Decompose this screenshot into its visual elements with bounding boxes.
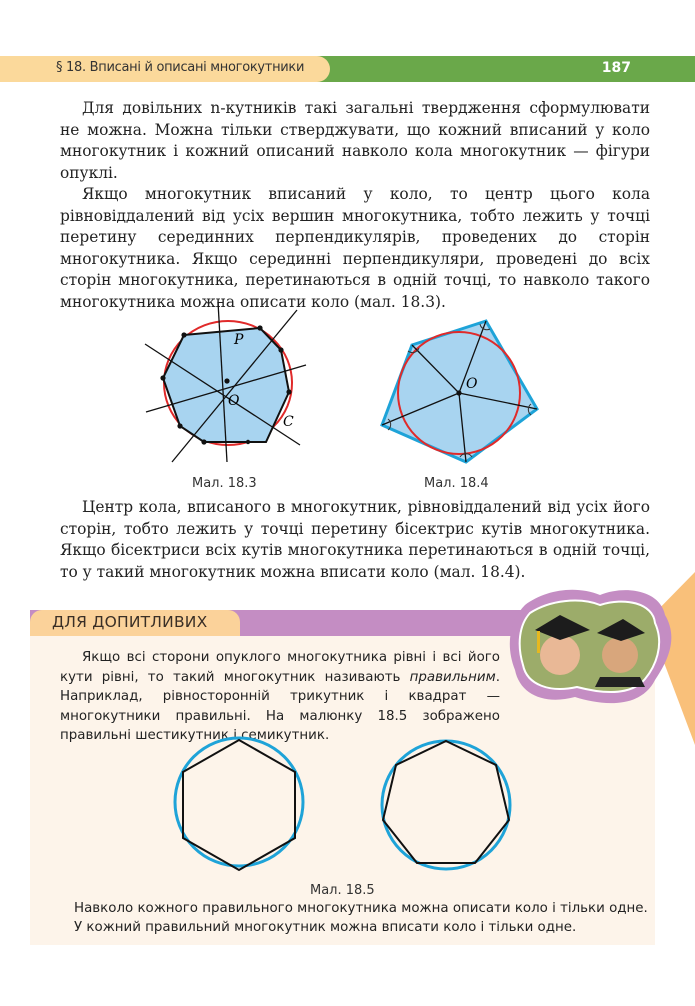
svg-text:O: O — [466, 376, 478, 392]
section-title: § 18. Вписані й описані многокутники — [56, 60, 305, 75]
svg-text:P: P — [234, 332, 244, 348]
conclusion-line-1: Навколо кожного правильного многокутника можна описати коло і тільки одне. — [74, 901, 648, 916]
body-text-bottom — [60, 497, 650, 583]
figure-18-3-inscribed-polygon — [140, 300, 320, 470]
caption-fig-18-5: Мал. 18.5 — [310, 883, 375, 898]
regular-heptagon — [382, 741, 510, 869]
curious-box-title: ДЛЯ ДОПИТЛИВИХ — [52, 613, 208, 631]
regular-hexagon — [175, 738, 303, 870]
paragraph-3: Центр кола, вписаного в многокутник, рівновіддалений від усіх його сторін, тобто лежить у точці перетину бісектрис кутів многокутника. Якщо бісектриси всіх кутів многокутника перетинаються в одній точці, то у такий многокутник можна вписати коло (мал. 18.4). — [60, 498, 650, 581]
paragraph-2: Якщо многокутник вписаний у коло, то центр цього кола рівновіддалений від усіх вершин многокутника, тобто лежить у точці перетину серединних перпендикулярів, проведених до сторін многокутника. Якщо серединні перпендикуляри, проведені до всіх сторін многокутника, перетинаються в одній точці, то навколо такого многокутника можна описати коло (мал. 18.3). — [60, 185, 650, 311]
regular-polygon-definition: Якщо всі сторони опуклого многокутника рівні і всі його кути рівні, то такий многокутник називають правильним. Наприклад, рівносторонній трикутник і квадрат — многокутники правильні. На малюнку 18.5 зображено правильні шестикутник і семикутник. — [60, 650, 500, 743]
caption-fig-18-3: Мал. 18.3 — [192, 476, 257, 491]
figure-18-5-regular-polygons — [170, 735, 530, 880]
page-header — [0, 56, 695, 82]
svg-text:C: C — [283, 414, 294, 430]
conclusion-line-2: У кожний правильний многокутник можна вписати коло і тільки одне. — [74, 920, 577, 935]
page-number: 187 — [601, 60, 631, 76]
paragraph-1: Для довільних n-кутників такі загальні твердження сформулювати не можна. Можна тільки стверджувати, що кожний вписаний у коло многокутник і кожний описаний навколо кола многокутник — фігури опуклі. — [60, 99, 650, 182]
header-section-band — [0, 56, 330, 82]
figure-18-4-circumscribed-polygon — [370, 300, 550, 470]
body-text-top — [60, 98, 650, 313]
graduates-photo — [505, 585, 675, 710]
curious-box-text — [60, 648, 500, 746]
caption-fig-18-4: Мал. 18.4 — [424, 476, 489, 491]
header-green-band — [300, 56, 695, 82]
italic-term: правильним — [409, 669, 496, 685]
svg-text:O: O — [228, 393, 240, 409]
